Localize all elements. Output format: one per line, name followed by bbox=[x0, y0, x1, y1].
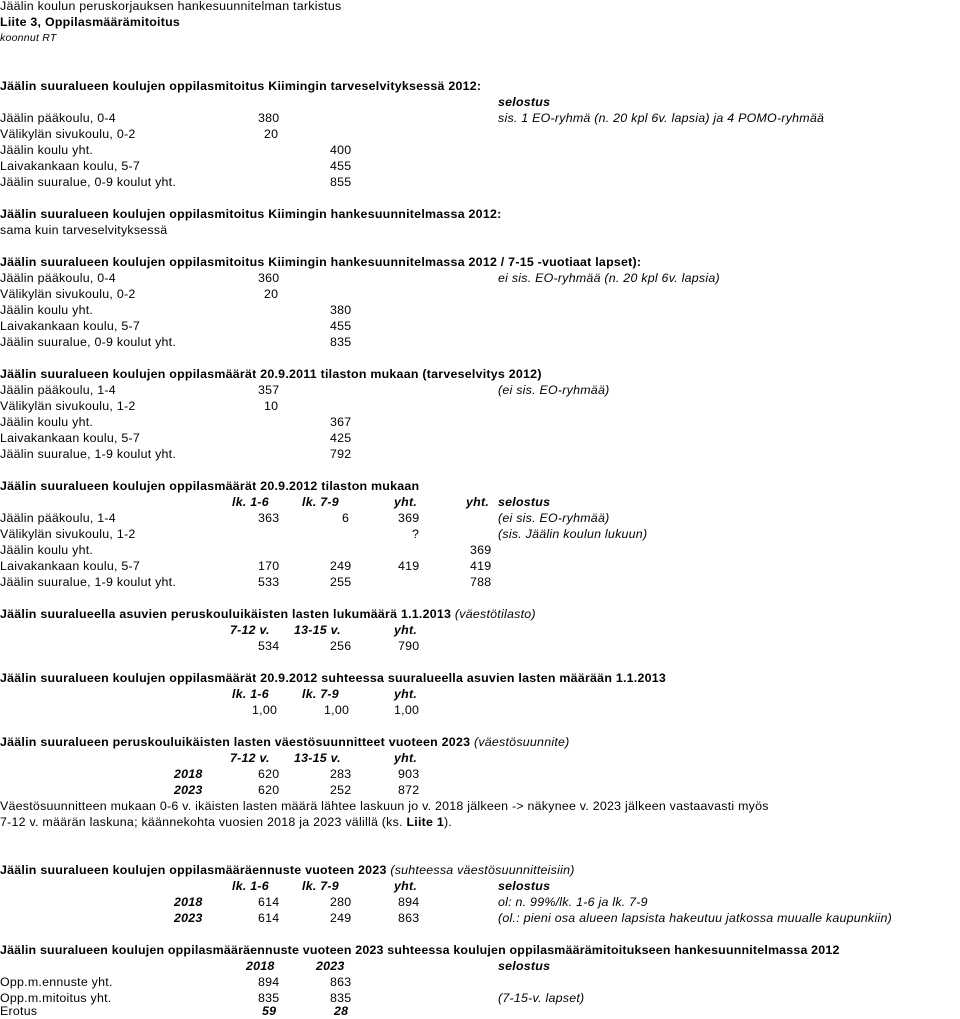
s2-heading: Jäälin suuralueen koulujen oppilasmitoitus Kiimingin hankesuunnitelmassa 2012: bbox=[0, 207, 502, 221]
row-label: Erotus bbox=[0, 1004, 38, 1018]
s1-selostus-label: selostus bbox=[498, 95, 551, 109]
row-value: 790 bbox=[398, 639, 420, 653]
row-value: 6 bbox=[342, 511, 350, 525]
row-value: 283 bbox=[330, 767, 352, 781]
row-value: 20 bbox=[264, 287, 279, 301]
row-label: Jäälin pääkoulu, 0-4 bbox=[0, 271, 116, 285]
row-label: Jäälin suuralue, 1-9 koulut yht. bbox=[0, 575, 177, 589]
s10-heading: Jäälin suuralueen koulujen oppilasmääräennuste vuoteen 2023 suhteessa koulujen oppilasmäärämitoitukseen hankesuunnitelmassa 2012 bbox=[0, 943, 840, 957]
s5-heading: Jäälin suuralueen koulujen oppilasmäärät 20.9.2012 tilaston mukaan bbox=[0, 479, 420, 493]
table-row bbox=[0, 174, 960, 190]
row-label: Jäälin koulu yht. bbox=[0, 143, 94, 157]
s9-heading-group bbox=[0, 862, 575, 878]
row-value: 863 bbox=[398, 911, 420, 925]
row-note: (ol.: pieni osa alueen lapsista hakeutuu jatkossa muualle kaupunkiin) bbox=[498, 911, 893, 925]
s6-column-headers bbox=[0, 622, 960, 638]
row-value: 788 bbox=[470, 575, 492, 589]
s1-heading-line bbox=[0, 78, 960, 94]
col-header: lk. 7-9 bbox=[302, 687, 339, 701]
row-note: (ei sis. EO-ryhmää) bbox=[498, 511, 610, 525]
row-value: 369 bbox=[470, 543, 492, 557]
col-header: lk. 1-6 bbox=[232, 687, 269, 701]
doc-title-line bbox=[0, 0, 960, 14]
s9-heading: Jäälin suuralueen koulujen oppilasmääräennuste vuoteen 2023 bbox=[0, 863, 387, 877]
table-row bbox=[0, 110, 960, 126]
row-value: 280 bbox=[330, 895, 352, 909]
row-value: 1,00 bbox=[324, 703, 350, 717]
row-value: 872 bbox=[398, 783, 420, 797]
row-note: ei sis. EO-ryhmää (n. 20 kpl 6v. lapsia) bbox=[498, 271, 720, 285]
col-header: lk. 7-9 bbox=[302, 495, 339, 509]
col-header: yht. bbox=[466, 495, 490, 509]
row-value: 249 bbox=[330, 559, 352, 573]
table-row bbox=[0, 414, 960, 430]
col-header: lk. 1-6 bbox=[232, 879, 269, 893]
s8-paragraph-2-group bbox=[0, 814, 452, 830]
s8-heading-group bbox=[0, 734, 570, 750]
row-value: 419 bbox=[470, 559, 492, 573]
row-value: 835 bbox=[258, 991, 280, 1005]
table-row bbox=[0, 526, 960, 542]
s1-selostus-line bbox=[0, 94, 960, 110]
row-value: 252 bbox=[330, 783, 352, 797]
row-note: sis. 1 EO-ryhmä (n. 20 kpl 6v. lapsia) ja 4 POMO-ryhmää bbox=[498, 111, 825, 125]
row-value: 1,00 bbox=[394, 703, 420, 717]
row-value: 863 bbox=[330, 975, 352, 989]
table-row bbox=[0, 158, 960, 174]
row-label: Jäälin suuralue, 1-9 koulut yht. bbox=[0, 447, 177, 461]
row-value: ? bbox=[412, 527, 420, 541]
row-value: 614 bbox=[258, 895, 280, 909]
table-row bbox=[0, 382, 960, 398]
col-header: lk. 7-9 bbox=[302, 879, 339, 893]
row-label: Jäälin pääkoulu, 0-4 bbox=[0, 111, 116, 125]
row-label: Jäälin suuralue, 0-9 koulut yht. bbox=[0, 335, 177, 349]
row-value: 894 bbox=[258, 975, 280, 989]
col-header: lk. 1-6 bbox=[232, 495, 269, 509]
s2-heading-line bbox=[0, 206, 960, 222]
row-label: Välikylän sivukoulu, 1-2 bbox=[0, 399, 136, 413]
row-year: 2018 bbox=[174, 767, 203, 781]
s8-heading-note: (väestösuunnite) bbox=[473, 735, 570, 749]
col-header: yht. bbox=[394, 687, 418, 701]
s8-heading-line bbox=[0, 734, 960, 750]
col-header: 7-12 v. bbox=[230, 623, 270, 637]
row-value: 255 bbox=[330, 575, 352, 589]
row-value: 369 bbox=[398, 511, 420, 525]
row-value: 380 bbox=[258, 111, 280, 125]
table-row bbox=[0, 398, 960, 414]
s4-heading-line bbox=[0, 366, 960, 382]
col-header: 13-15 v. bbox=[294, 751, 341, 765]
table-row bbox=[0, 558, 960, 574]
s8-paragraph-line-2 bbox=[0, 814, 960, 830]
row-label: Laivakankaan koulu, 5-7 bbox=[0, 431, 141, 445]
col-header: yht. bbox=[394, 751, 418, 765]
row-value: 534 bbox=[258, 639, 280, 653]
row-value: 835 bbox=[330, 991, 352, 1005]
row-label: Jäälin suuralue, 0-9 koulut yht. bbox=[0, 175, 177, 189]
row-label: Välikylän sivukoulu, 0-2 bbox=[0, 287, 136, 301]
table-row bbox=[0, 430, 960, 446]
row-value: 894 bbox=[398, 895, 420, 909]
s6-heading-line bbox=[0, 606, 960, 622]
row-label: Opp.m.mitoitus yht. bbox=[0, 991, 112, 1005]
table-row bbox=[0, 974, 960, 990]
row-label: Opp.m.ennuste yht. bbox=[0, 975, 113, 989]
row-note: (ei sis. EO-ryhmää) bbox=[498, 383, 610, 397]
table-row bbox=[0, 446, 960, 462]
row-value: 835 bbox=[330, 335, 352, 349]
row-value: 380 bbox=[330, 303, 352, 317]
col-header: 2018 bbox=[246, 959, 275, 973]
doc-subtitle-line bbox=[0, 14, 960, 30]
table-row bbox=[0, 302, 960, 318]
liite-1-reference: Liite 1 bbox=[406, 815, 445, 829]
s1-heading: Jäälin suuralueen koulujen oppilasmitoitus Kiimingin tarveselvityksessä 2012: bbox=[0, 79, 482, 93]
row-value: 360 bbox=[258, 271, 280, 285]
table-row bbox=[0, 542, 960, 558]
table-row bbox=[0, 766, 960, 782]
row-label: Jäälin koulu yht. bbox=[0, 543, 94, 557]
table-row bbox=[0, 142, 960, 158]
row-label: Jäälin koulu yht. bbox=[0, 415, 94, 429]
row-value: 170 bbox=[258, 559, 280, 573]
col-header: yht. bbox=[394, 879, 418, 893]
table-row bbox=[0, 574, 960, 590]
row-note: (7-15-v. lapset) bbox=[498, 991, 585, 1005]
row-value: 1,00 bbox=[252, 703, 278, 717]
s6-heading-note: (väestötilasto) bbox=[454, 607, 536, 621]
row-year: 2023 bbox=[174, 911, 203, 925]
row-value: 533 bbox=[258, 575, 280, 589]
table-row bbox=[0, 126, 960, 142]
row-value: 792 bbox=[330, 447, 352, 461]
table-row bbox=[0, 782, 960, 798]
col-header: 13-15 v. bbox=[294, 623, 341, 637]
row-value: 28 bbox=[334, 1004, 349, 1018]
row-label: Jäälin pääkoulu, 1-4 bbox=[0, 511, 116, 525]
row-value: 10 bbox=[264, 399, 279, 413]
s7-column-headers bbox=[0, 686, 960, 702]
row-value: 855 bbox=[330, 175, 352, 189]
col-header: yht. bbox=[394, 623, 418, 637]
row-value: 455 bbox=[330, 159, 352, 173]
row-value: 256 bbox=[330, 639, 352, 653]
table-row bbox=[0, 318, 960, 334]
table-row bbox=[0, 702, 960, 718]
col-header: selostus bbox=[498, 959, 551, 973]
row-value: 59 bbox=[262, 1004, 277, 1018]
s4-heading: Jäälin suuralueen koulujen oppilasmäärät 20.9.2011 tilaston mukaan (tarveselvitys 2012) bbox=[0, 367, 542, 381]
table-row bbox=[0, 1003, 960, 1019]
row-label: Laivakankaan koulu, 5-7 bbox=[0, 559, 141, 573]
s8-heading: Jäälin suuralueen peruskouluikäisten lasten väestösuunnitteet vuoteen 2023 bbox=[0, 735, 471, 749]
table-row bbox=[0, 286, 960, 302]
row-value: 20 bbox=[264, 127, 279, 141]
s8-paragraph-2-end: ). bbox=[444, 815, 453, 829]
s10-column-headers bbox=[0, 958, 960, 974]
row-label: Laivakankaan koulu, 5-7 bbox=[0, 159, 141, 173]
s6-heading: Jäälin suuralueella asuvien peruskouluikäisten lasten lukumäärä 1.1.2013 bbox=[0, 607, 452, 621]
doc-title: Jäälin koulun peruskorjauksen hankesuunnitelman tarkistus bbox=[0, 0, 342, 13]
row-value: 903 bbox=[398, 767, 420, 781]
s8-column-headers bbox=[0, 750, 960, 766]
row-year: 2018 bbox=[174, 895, 203, 909]
row-label: Välikylän sivukoulu, 1-2 bbox=[0, 527, 136, 541]
row-value: 357 bbox=[258, 383, 280, 397]
s2-text-line bbox=[0, 222, 960, 238]
s8-paragraph-2: 7-12 v. määrän laskuna; käännekohta vuosien 2018 ja 2023 välillä (ks. bbox=[0, 815, 403, 829]
table-row bbox=[0, 334, 960, 350]
s10-heading-line bbox=[0, 942, 960, 958]
s2-text: sama kuin tarveselvityksessä bbox=[0, 223, 168, 237]
author-note-line bbox=[0, 30, 960, 46]
s8-paragraph-1: Väestösuunnitteen mukaan 0-6 v. ikäisten lasten määrä lähtee laskuun jo v. 2018 jälkeen -> näkynee v. 2023 jälkeen vastaavasti myös bbox=[0, 799, 769, 813]
s7-heading: Jäälin suuralueen koulujen oppilasmäärät 20.9.2012 suhteessa suuralueella asuvien lasten määrään 1.1.2013 bbox=[0, 671, 667, 685]
col-header: selostus bbox=[498, 495, 551, 509]
row-value: 367 bbox=[330, 415, 352, 429]
table-row bbox=[0, 894, 960, 910]
row-label: Jäälin pääkoulu, 1-4 bbox=[0, 383, 116, 397]
col-header: 7-12 v. bbox=[230, 751, 270, 765]
row-value: 400 bbox=[330, 143, 352, 157]
row-note: ol: n. 99%/lk. 1-6 ja lk. 7-9 bbox=[498, 895, 648, 909]
s5-column-headers bbox=[0, 494, 960, 510]
s9-heading-note: (suhteessa väestösuunnitteisiin) bbox=[390, 863, 575, 877]
s6-heading-group bbox=[0, 606, 536, 622]
row-value: 363 bbox=[258, 511, 280, 525]
row-label: Jäälin koulu yht. bbox=[0, 303, 94, 317]
col-header: selostus bbox=[498, 879, 551, 893]
s9-column-headers bbox=[0, 878, 960, 894]
row-value: 249 bbox=[330, 911, 352, 925]
row-value: 425 bbox=[330, 431, 352, 445]
table-row bbox=[0, 270, 960, 286]
s9-heading-line bbox=[0, 862, 960, 878]
s3-heading-line bbox=[0, 254, 960, 270]
s3-heading: Jäälin suuralueen koulujen oppilasmitoitus Kiimingin hankesuunnitelmassa 2012 / 7-15 -vuotiaat lapset): bbox=[0, 255, 642, 269]
col-header: 2023 bbox=[316, 959, 345, 973]
s5-heading-line bbox=[0, 478, 960, 494]
row-value: 419 bbox=[398, 559, 420, 573]
row-label: Välikylän sivukoulu, 0-2 bbox=[0, 127, 136, 141]
row-year: 2023 bbox=[174, 783, 203, 797]
row-label: Laivakankaan koulu, 5-7 bbox=[0, 319, 141, 333]
row-note: (sis. Jäälin koulun lukuun) bbox=[498, 527, 648, 541]
s8-paragraph-line-1 bbox=[0, 798, 960, 814]
row-value: 620 bbox=[258, 767, 280, 781]
col-header: yht. bbox=[394, 495, 418, 509]
row-value: 614 bbox=[258, 911, 280, 925]
doc-subtitle: Liite 3, Oppilasmäärämitoitus bbox=[0, 15, 181, 29]
row-value: 455 bbox=[330, 319, 352, 333]
table-row bbox=[0, 638, 960, 654]
row-value: 620 bbox=[258, 783, 280, 797]
table-row bbox=[0, 910, 960, 926]
table-row bbox=[0, 510, 960, 526]
s7-heading-line bbox=[0, 670, 960, 686]
author-note: koonnut RT bbox=[0, 32, 57, 44]
